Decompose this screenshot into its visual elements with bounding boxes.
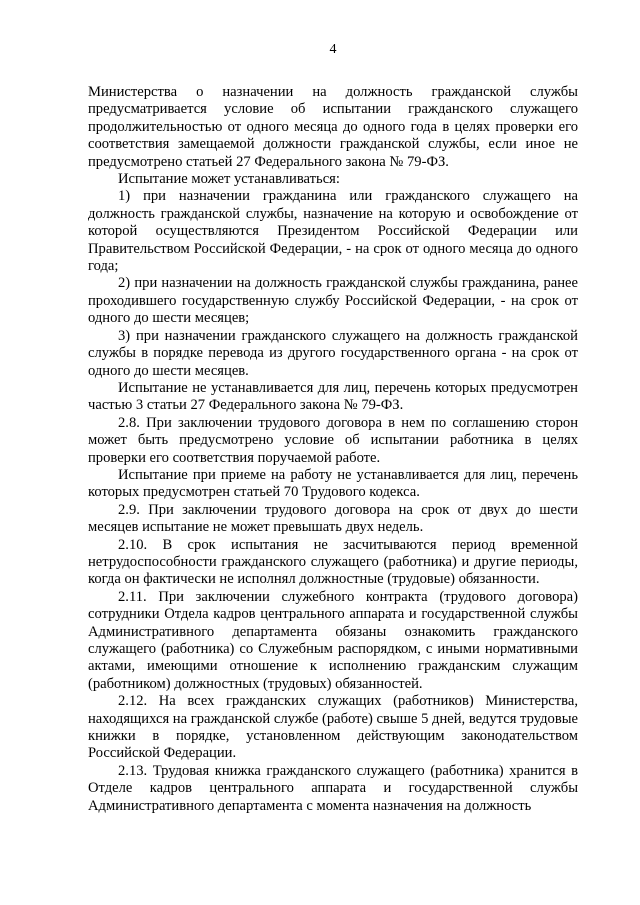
paragraph: Испытание не устанавливается для лиц, перечень которых предусмотрен частью 3 статьи 27 Федерального закона № 79-ФЗ. — [88, 379, 578, 414]
paragraph: 3) при назначении гражданского служащего на должность гражданской службы в порядке перевода из другого государственного органа - на срок от одного до шести месяцев. — [88, 327, 578, 379]
paragraph: 2.10. В срок испытания не засчитываются период временной нетрудоспособности гражданского служащего (работника) и другие периоды, когда он фактически не исполнял должностные (трудовые) обязанности. — [88, 536, 578, 588]
paragraph: 1) при назначении гражданина или гражданского служащего на должность гражданской службы, назначение на которую и освобождение от которой осуществляются Президентом Российской Федерации или Правительством Российской Федерации, - на срок от одного месяца до одного года; — [88, 188, 578, 275]
paragraph: 2.9. При заключении трудового договора на срок от двух до шести месяцев испытание не может превышать двух недель. — [88, 501, 578, 536]
paragraph: Министерства о назначении на должность гражданской службы предусматривается условие об испытании гражданского служащего продолжительностью от одного месяца до одного года в целях проверки его соответствия замещаемой должности гражданской службы, если иное не предусмотрено статьей 27 Федерального закона № 79-ФЗ. — [88, 84, 578, 170]
paragraph: 2.8. При заключении трудового договора в нем по соглашению сторон может быть предусмотрено условие об испытании работника в целях проверки его соответствия поручаемой работе. — [88, 414, 578, 466]
paragraph: 2) при назначении на должность гражданской службы гражданина, ранее проходившего государственную службу Российской Федерации, - на срок от одного до шести месяцев; — [88, 275, 578, 327]
page-number: 4 — [329, 42, 337, 57]
paragraph: 2.11. При заключении служебного контракта (трудового договора) сотрудники Отдела кадров центрального аппарата и государственной службы Административного департамента обязаны ознакомить гражданского служащего (работника) со Служебным распорядком, с иными нормативными актами, имеющими отношение к исполнению гражданским служащим (работником) должностных (трудовых) обязанностей. — [88, 588, 578, 692]
paragraph: 2.12. На всех гражданских служащих (работников) Министерства, находящихся на гражданской службе (работе) свыше 5 дней, ведутся трудовые книжки в порядке, установленном действующим законодательством Российской Федерации. — [88, 693, 578, 762]
paragraph: Испытание при приеме на работу не устанавливается для лиц, перечень которых предусмотрен статьей 70 Трудового кодекса. — [88, 466, 578, 501]
paragraph: Испытание может устанавливаться: — [118, 171, 340, 188]
body-text — [88, 84, 578, 815]
paragraph: 2.13. Трудовая книжка гражданского служащего (работника) хранится в Отделе кадров центрального аппарата и государственной службы Административного департамента с момента назначения на должность — [88, 762, 578, 814]
